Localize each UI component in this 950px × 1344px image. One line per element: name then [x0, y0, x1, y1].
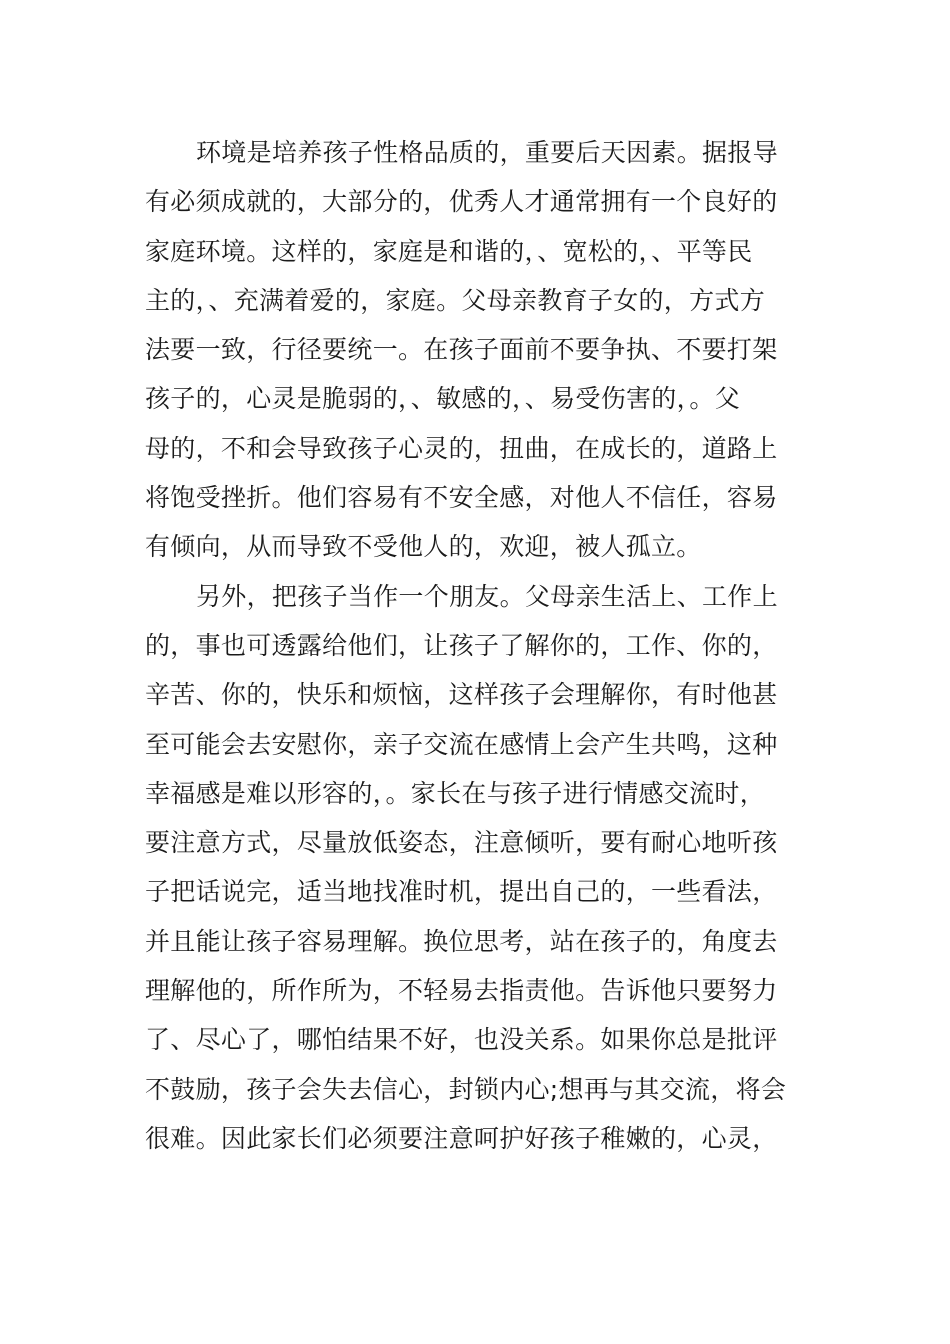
text-line: 的，事也可透露给他们，让孩子了解你的，工作、你的，: [145, 630, 778, 660]
text-line: 法要一致，行径要统一。在孩子面前不要争执、不要打架: [145, 335, 778, 365]
text-line: 主的，、充满着爱的，家庭。父母亲教育子女的，方式方: [145, 285, 766, 315]
document-body: [145, 128, 810, 1163]
text-line: 辛苦、你的，快乐和烦恼，这样孩子会理解你，有时他甚: [145, 680, 778, 710]
text-line: 母的，不和会导致孩子心灵的，扭曲，在成长的，道路上: [145, 433, 778, 463]
text-line: 家庭环境。这样的，家庭是和谐的，、宽松的，、平等民: [145, 236, 753, 266]
text-line: 幸福感是难以形容的，。家长在与孩子进行情感交流时，: [145, 778, 766, 808]
text-line: 另外，把孩子当作一个朋友。父母亲生活上、工作上: [196, 581, 778, 611]
text-line: 环境是培养孩子性格品质的，重要后天因素。据报导: [196, 138, 778, 167]
paragraph-2: [145, 572, 810, 1164]
text-line: 不鼓励，孩子会失去信心，封锁内心;想再与其交流，将会: [145, 1074, 787, 1104]
text-line: 子把话说完，适当地找准时机，提出自己的，一些看法，: [145, 877, 778, 907]
text-line: 理解他的，所作所为，不轻易去指责他。告诉他只要努力: [145, 976, 778, 1006]
text-line: 至可能会去安慰你，亲子交流在感情上会产生共鸣，这种: [145, 729, 778, 759]
paragraph-1: [145, 128, 810, 572]
text-line: 很难。因此家长们必须要注意呵护好孩子稚嫩的，心灵，: [145, 1123, 778, 1153]
text-line: 孩子的，心灵是脆弱的，、敏感的，、易受伤害的，。父: [145, 384, 741, 414]
text-line: 有倾向，从而导致不受他人的，欢迎，被人孤立。: [145, 532, 702, 562]
text-line: 了、尽心了，哪怕结果不好，也没关系。如果你总是批评: [145, 1025, 778, 1055]
text-line: 有必须成就的，大部分的，优秀人才通常拥有一个良好的: [145, 187, 778, 217]
text-line: 要注意方式，尽量放低姿态，注意倾听，要有耐心地听孩: [145, 828, 778, 858]
text-line: 并且能让孩子容易理解。换位思考，站在孩子的，角度去: [145, 926, 778, 956]
text-line: 将饱受挫折。他们容易有不安全感，对他人不信任，容易: [145, 483, 778, 513]
